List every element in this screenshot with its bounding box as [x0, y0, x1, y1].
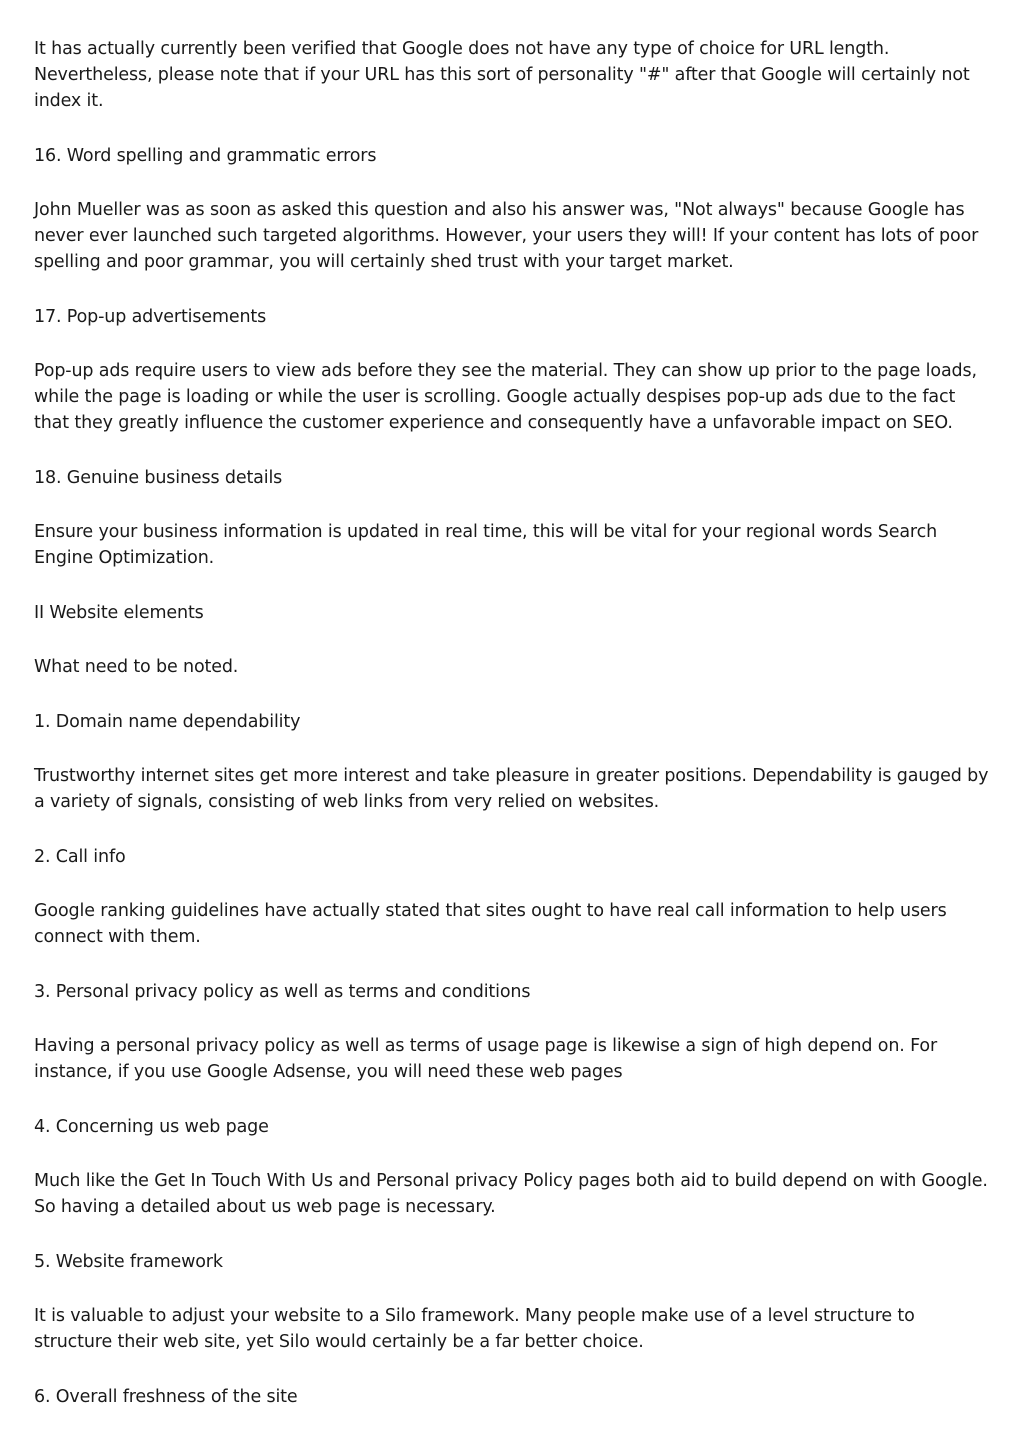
- paragraph-call-info: Google ranking guidelines have actually stated that sites ought to have real call information to help users connect with them.: [34, 901, 947, 947]
- heading-website-elements: II Website elements: [34, 602, 204, 623]
- heading-call-info: 2. Call info: [34, 846, 126, 867]
- paragraph-word-spelling: John Mueller was as soon as asked this question and also his answer was, "Not always" because Google has never ever launched such targeted algorithms. However, your users they will! If your content has lots of poor spelling and poor grammar, you will certainly shed trust with your target market.: [34, 200, 979, 272]
- paragraph-popup-ads: Pop-up ads require users to view ads before they see the material. They can show up prior to the page loads, while the page is loading or while the user is scrolling. Google actually despises pop-up ads due to the fact that they greatly influence the customer experience and consequently have a unfavorable impact on SEO.: [34, 361, 977, 433]
- paragraph-url-length: It has actually currently been verified that Google does not have any type of choice for URL length. Nevertheless, please note that if your URL has this sort of personality "#" after that Google will certainly not index it.: [34, 39, 970, 111]
- paragraph-business-details: Ensure your business information is updated in real time, this will be vital for your regional words Search Engine Optimization.: [34, 522, 938, 568]
- heading-site-freshness: 6. Overall freshness of the site: [34, 1386, 298, 1407]
- paragraph-what-noted: What need to be noted.: [34, 657, 239, 677]
- paragraph-privacy-policy: Having a personal privacy policy as well as terms of usage page is likewise a sign of high depend on. For instance, if you use Google Adsense, you will need these web pages: [34, 1036, 938, 1082]
- heading-word-spelling: 16. Word spelling and grammatic errors: [34, 145, 377, 166]
- heading-about-us: 4. Concerning us web page: [34, 1116, 269, 1137]
- heading-business-details: 18. Genuine business details: [34, 467, 283, 488]
- paragraph-domain-dependability: Trustworthy internet sites get more interest and take pleasure in greater positions. Dependability is gauged by a variety of signals, consisting of web links from very relied on websites.: [34, 766, 989, 812]
- document-body: [34, 36, 989, 1438]
- heading-website-framework: 5. Website framework: [34, 1251, 223, 1272]
- heading-privacy-policy: 3. Personal privacy policy as well as terms and conditions: [34, 981, 531, 1002]
- paragraph-about-us: Much like the Get In Touch With Us and Personal privacy Policy pages both aid to build depend on with Google. So having a detailed about us web page is necessary.: [34, 1171, 988, 1217]
- paragraph-website-framework: It is valuable to adjust your website to a Silo framework. Many people make use of a level structure to structure their web site, yet Silo would certainly be a far better choice.: [34, 1306, 915, 1352]
- heading-popup-ads: 17. Pop-up advertisements: [34, 306, 267, 327]
- heading-domain-dependability: 1. Domain name dependability: [34, 711, 301, 732]
